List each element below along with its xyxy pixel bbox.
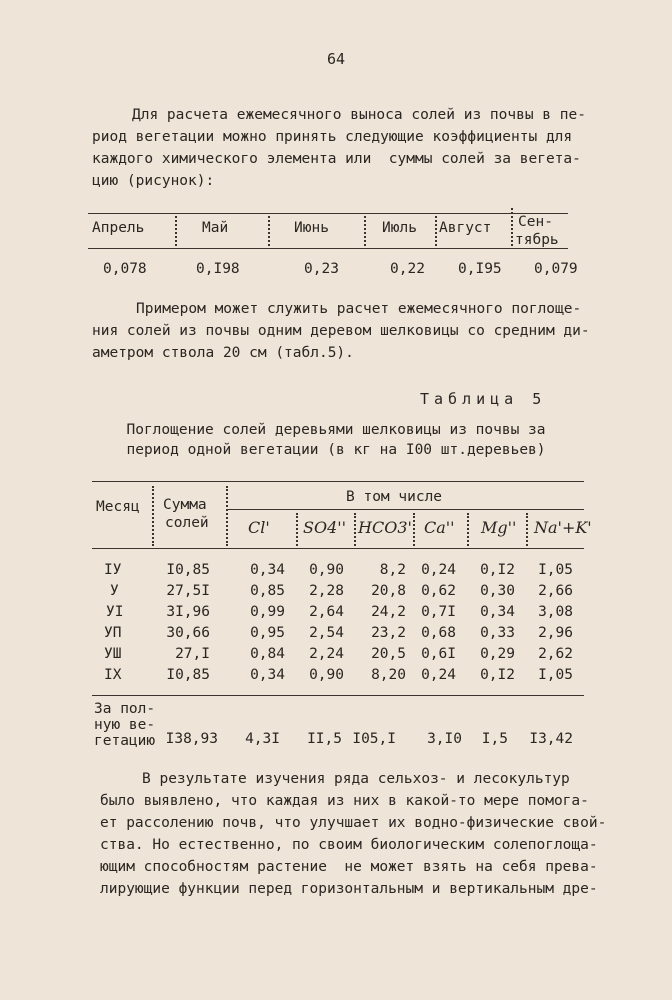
row-na-k: I,05 xyxy=(538,562,573,578)
row-mg: 0,I2 xyxy=(480,562,515,578)
total-sum: I38,93 xyxy=(165,731,218,747)
row-ca: 0,7I xyxy=(421,604,456,620)
row-month: IУ xyxy=(104,562,122,578)
coef-header-august: Август xyxy=(439,220,492,236)
text-line: аметром ствола 20 см (табл.5). xyxy=(92,345,354,361)
column-separator xyxy=(296,513,298,546)
column-separator xyxy=(175,216,177,246)
paragraph-intro xyxy=(92,104,612,192)
column-separator xyxy=(413,513,415,546)
row-cl: 0,34 xyxy=(250,667,285,683)
table-caption-line: период одной вегетации (в кг на I00 шт.деревьев) xyxy=(126,442,546,458)
row-month: УШ xyxy=(104,646,122,662)
row-mg: 0,34 xyxy=(480,604,515,620)
row-hco3: 20,5 xyxy=(371,646,406,662)
table-rule-bottom xyxy=(92,695,584,696)
row-month: УI xyxy=(106,604,124,620)
column-separator xyxy=(226,486,228,546)
total-ca: 3,I0 xyxy=(427,731,462,747)
coef-value: 0,I98 xyxy=(196,261,240,277)
coef-value: 0,079 xyxy=(534,261,578,277)
column-separator xyxy=(435,216,437,246)
header-rule-bottom xyxy=(92,548,584,549)
row-na-k: 2,66 xyxy=(538,583,573,599)
row-na-k: 2,96 xyxy=(538,625,573,641)
column-separator xyxy=(268,216,270,246)
coef-header-september-cont: тябрь xyxy=(515,232,559,248)
row-month: IX xyxy=(104,667,122,683)
text-line: ет рассолению почв, что улучшает их водно-физические свой- xyxy=(100,815,607,831)
col-header-sum: Сумма xyxy=(163,497,207,513)
text-line: ства. Но естественно, по своим биологическим солепоглоща- xyxy=(100,837,598,853)
row-cl: 0,84 xyxy=(250,646,285,662)
row-sum: 27,5I xyxy=(166,583,210,599)
row-month: УП xyxy=(104,625,122,641)
coef-header-july: Июль xyxy=(382,220,417,236)
row-ca: 0,62 xyxy=(421,583,456,599)
text-line: цию (рисунок): xyxy=(92,173,215,189)
row-mg: 0,33 xyxy=(480,625,515,641)
paragraph-example xyxy=(92,298,612,364)
coef-value: 0,I95 xyxy=(458,261,502,277)
paragraph-conclusion xyxy=(100,768,620,900)
row-so4: 2,24 xyxy=(309,646,344,662)
row-ca: 0,68 xyxy=(421,625,456,641)
col-header-sum: солей xyxy=(165,515,209,531)
total-na-k: I3,42 xyxy=(529,731,573,747)
coef-header-june: Июнь xyxy=(294,220,329,236)
total-hco3: I05,I xyxy=(352,731,396,747)
total-label-line: ную ве- xyxy=(94,717,156,733)
row-na-k: I,05 xyxy=(538,667,573,683)
ion-header-cl: Cl' xyxy=(248,518,270,537)
column-separator xyxy=(364,216,366,246)
text-line: риод вегетации можно принять следующие коэффициенты для xyxy=(92,129,573,145)
total-label-line: За пол- xyxy=(94,701,156,717)
ion-header-mg: Mg'' xyxy=(481,518,517,537)
row-sum: 3I,96 xyxy=(166,604,210,620)
total-cl: 4,3I xyxy=(245,731,280,747)
row-cl: 0,95 xyxy=(250,625,285,641)
row-so4: 2,54 xyxy=(309,625,344,641)
row-cl: 0,85 xyxy=(250,583,285,599)
coef-header-september: Сен- xyxy=(518,214,553,230)
row-na-k: 3,08 xyxy=(538,604,573,620)
col-header-month: Месяц xyxy=(96,499,140,515)
ion-header-na-k: Na'+K' xyxy=(534,518,592,537)
row-so4: 2,64 xyxy=(309,604,344,620)
row-na-k: 2,62 xyxy=(538,646,573,662)
row-cl: 0,99 xyxy=(250,604,285,620)
total-label-line: гетацию xyxy=(94,733,156,749)
column-separator xyxy=(354,513,356,546)
column-separator xyxy=(152,486,154,546)
row-ca: 0,24 xyxy=(421,562,456,578)
row-ca: 0,6I xyxy=(421,646,456,662)
group-rule xyxy=(228,509,584,510)
ion-header-hco3: HCO3' xyxy=(358,518,412,537)
ion-header-so4: SO4'' xyxy=(303,518,347,537)
text-line: Для расчета ежемесячного выноса солей из почвы в пе- xyxy=(132,107,586,123)
row-so4: 0,90 xyxy=(309,562,344,578)
row-ca: 0,24 xyxy=(421,667,456,683)
text-line: В результате изучения ряда сельхоз- и лесокультур xyxy=(142,771,570,787)
coef-value: 0,23 xyxy=(304,261,339,277)
row-hco3: 8,20 xyxy=(371,667,406,683)
table-rule-top xyxy=(92,481,584,482)
row-mg: 0,29 xyxy=(480,646,515,662)
coef-value: 0,078 xyxy=(103,261,147,277)
row-so4: 2,28 xyxy=(309,583,344,599)
table-label: Таблица 5 xyxy=(420,390,547,408)
text-line: Примером может служить расчет ежемесячного поглоще- xyxy=(136,301,582,317)
page-number: 64 xyxy=(326,50,346,68)
coef-value: 0,22 xyxy=(390,261,425,277)
column-separator xyxy=(511,208,513,246)
table-rule-bottom xyxy=(88,248,568,249)
table-rule-top xyxy=(88,213,568,214)
row-sum: 30,66 xyxy=(166,625,210,641)
row-hco3: 20,8 xyxy=(371,583,406,599)
coef-header-may: Май xyxy=(202,220,229,236)
row-mg: 0,30 xyxy=(480,583,515,599)
text-line: ния солей из почвы одним деревом шелковицы со средним ди- xyxy=(92,323,590,339)
row-sum: I0,85 xyxy=(166,667,210,683)
col-header-group: В том числе xyxy=(346,489,443,505)
total-mg: I,5 xyxy=(481,731,508,747)
text-line: ющим способностям растение не может взять на себя прева- xyxy=(100,859,598,875)
row-mg: 0,I2 xyxy=(480,667,515,683)
text-line: лирующие функции перед горизонтальным и вертикальным дре- xyxy=(100,881,598,897)
column-separator xyxy=(526,513,528,546)
text-line: каждого химического элемента или суммы солей за вегета- xyxy=(92,151,581,167)
ion-header-ca: Ca'' xyxy=(424,518,455,537)
total-so4: II,5 xyxy=(307,731,342,747)
row-so4: 0,90 xyxy=(309,667,344,683)
row-hco3: 24,2 xyxy=(371,604,406,620)
column-separator xyxy=(467,513,469,546)
row-hco3: 8,2 xyxy=(379,562,406,578)
row-sum: 27,I xyxy=(175,646,210,662)
table-caption-line: Поглощение солей деревьями шелковицы из почвы за xyxy=(126,422,546,438)
coef-header-april: Апрель xyxy=(92,220,145,236)
row-hco3: 23,2 xyxy=(371,625,406,641)
row-sum: I0,85 xyxy=(166,562,210,578)
row-cl: 0,34 xyxy=(250,562,285,578)
text-line: было выявлено, что каждая из них в какой-то мере помога- xyxy=(100,793,589,809)
row-month: У xyxy=(110,583,119,599)
